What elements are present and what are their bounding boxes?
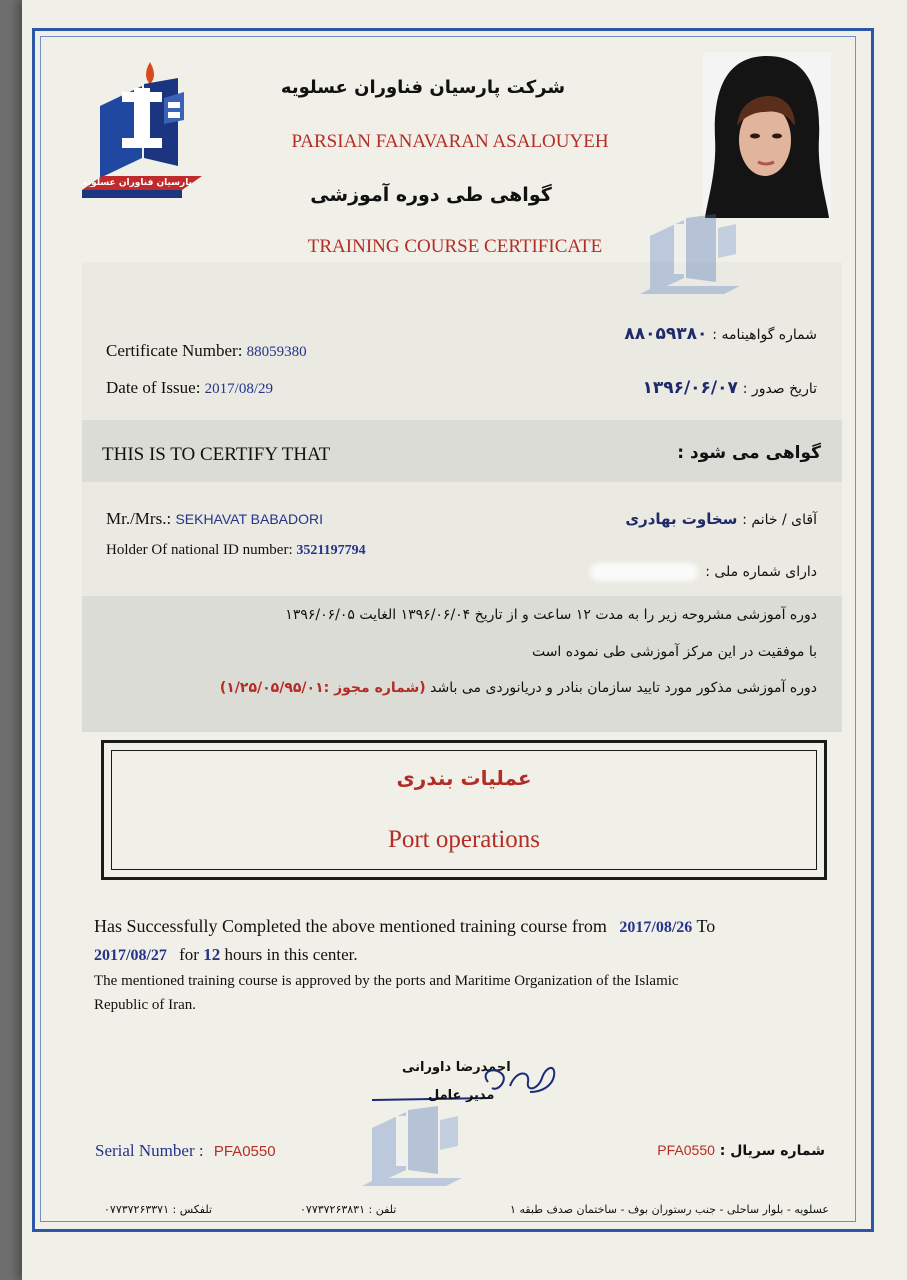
serial-fa-row [657, 1142, 825, 1159]
certificate-number-fa-row [624, 324, 817, 344]
certificate-number-value-fa: ۸۸۰۵۹۳۸۰ [624, 324, 708, 344]
holder-portrait-icon [703, 52, 831, 218]
signatory-name-fa: احمدرضا داورانی [402, 1060, 511, 1075]
completion-line2 [94, 945, 358, 965]
course-license-fa: (شماره مجوز :۱/۲۵/۰۵/۹۵/۰۱) [219, 680, 426, 696]
footer-address: عسلویه - بلوار ساحلی - جنب رستوران بوف - ساختمان صدف طبقه ۱ [510, 1203, 829, 1216]
course-line2-fa: با موفقیت در این مرکز آموزشی طی نموده است [531, 644, 817, 660]
certificate-number-row [106, 341, 307, 361]
holder-id-label: Holder Of national ID number: [106, 542, 293, 558]
course-line3-fa-row [220, 680, 817, 696]
company-name-en: PARSIAN FANAVARAN ASALOUYEH [291, 131, 609, 152]
certificate-title-fa: گواهی طی دوره آموزشی [310, 184, 552, 206]
logo-text: پارسیان فناوران عسلویه [82, 178, 192, 188]
serial-en-row [95, 1141, 276, 1161]
holder-name-value-fa: سخاوت بهادری [625, 510, 738, 528]
approval-line2: Republic of Iran. [94, 997, 197, 1013]
course-title-en: Port operations [387, 826, 541, 853]
serial-value-fa: PFA0550 [657, 1142, 715, 1158]
completion-line1 [94, 916, 715, 937]
holder-id-label-fa: دارای شماره ملی : [705, 564, 817, 580]
issue-date-fa-row [642, 378, 817, 398]
footer-phone-label: تلفن : [368, 1203, 397, 1216]
completion-to: To [696, 916, 716, 936]
issue-date-value-fa: ۱۳۹۶/۰۶/۰۷ [642, 378, 738, 398]
course-hours: 12 [203, 945, 221, 964]
issue-date-label-fa: تاریخ صدور : [742, 381, 817, 397]
certificate-number-value: 88059380 [246, 344, 307, 360]
completion-hours-suffix: hours in this center. [224, 945, 358, 964]
course-date-to: 2017/08/27 [94, 947, 167, 964]
footer-phone-row [300, 1203, 396, 1216]
holder-name-value: SEKHAVAT BABADORI [175, 511, 323, 527]
course-title-fa: عملیات بندری [396, 766, 532, 790]
serial-value-en: PFA0550 [213, 1143, 276, 1160]
course-line3-fa: دوره آموزشی مذکور مورد تایید سازمان بنادر و دریانوردی می باشد [430, 680, 817, 696]
footer-fax-row [104, 1203, 212, 1216]
approval-line1: The mentioned training course is approved by the ports and Maritime Organization of the Islamic [94, 973, 679, 989]
footer-fax-label: تلفکس : [172, 1203, 213, 1216]
certify-text-fa: گواهی می شود : [677, 443, 821, 463]
watermark-logo-bottom-icon [362, 1100, 472, 1192]
company-name-fa: شرکت پارسیان فناوران عسلویه [280, 77, 566, 98]
serial-label-en: Serial Number : [95, 1141, 204, 1160]
holder-photo [703, 52, 831, 218]
holder-name-fa-row [625, 510, 817, 528]
course-title-box [101, 740, 827, 880]
certificate-number-label: Certificate Number: [106, 341, 243, 360]
completion-text: Has Successfully Completed the above mentioned training course from [94, 916, 607, 936]
holder-name-label: Mr./Mrs.: [106, 509, 172, 528]
issue-date-row [106, 378, 273, 398]
redacted-id-fa [590, 563, 698, 581]
serial-label-fa: شماره سریال : [719, 1143, 825, 1159]
holder-id-value: 3521197794 [296, 543, 366, 558]
signatory-title-fa: مدیر عامل [428, 1088, 495, 1103]
holder-name-label-fa: آقای / خانم : [742, 512, 817, 528]
certificate-number-label-fa: شماره گواهینامه : [712, 327, 817, 343]
footer-phone-value: ۰۷۷۳۷۲۶۳۸۳۱ [300, 1203, 365, 1216]
certificate-title-en: TRAINING COURSE CERTIFICATE [307, 236, 603, 257]
holder-name-row [106, 509, 323, 529]
holder-id-row [106, 542, 366, 559]
issue-date-label: Date of Issue: [106, 378, 201, 397]
completion-for: for [179, 945, 199, 964]
watermark-logo-icon [640, 208, 750, 300]
course-date-from: 2017/08/26 [619, 919, 693, 936]
footer-fax-value: ۰۷۷۳۷۲۶۳۳۷۱ [104, 1203, 169, 1216]
course-line1-fa: دوره آموزشی مشروحه زیر را به مدت ۱۲ ساعت و از تاریخ ۱۳۹۶/۰۶/۰۴ الغایت ۱۳۹۶/۰۶/۰۵ [285, 607, 817, 623]
issue-date-value: 2017/08/29 [204, 381, 274, 397]
certify-text-en: THIS IS TO CERTIFY THAT [102, 444, 331, 465]
